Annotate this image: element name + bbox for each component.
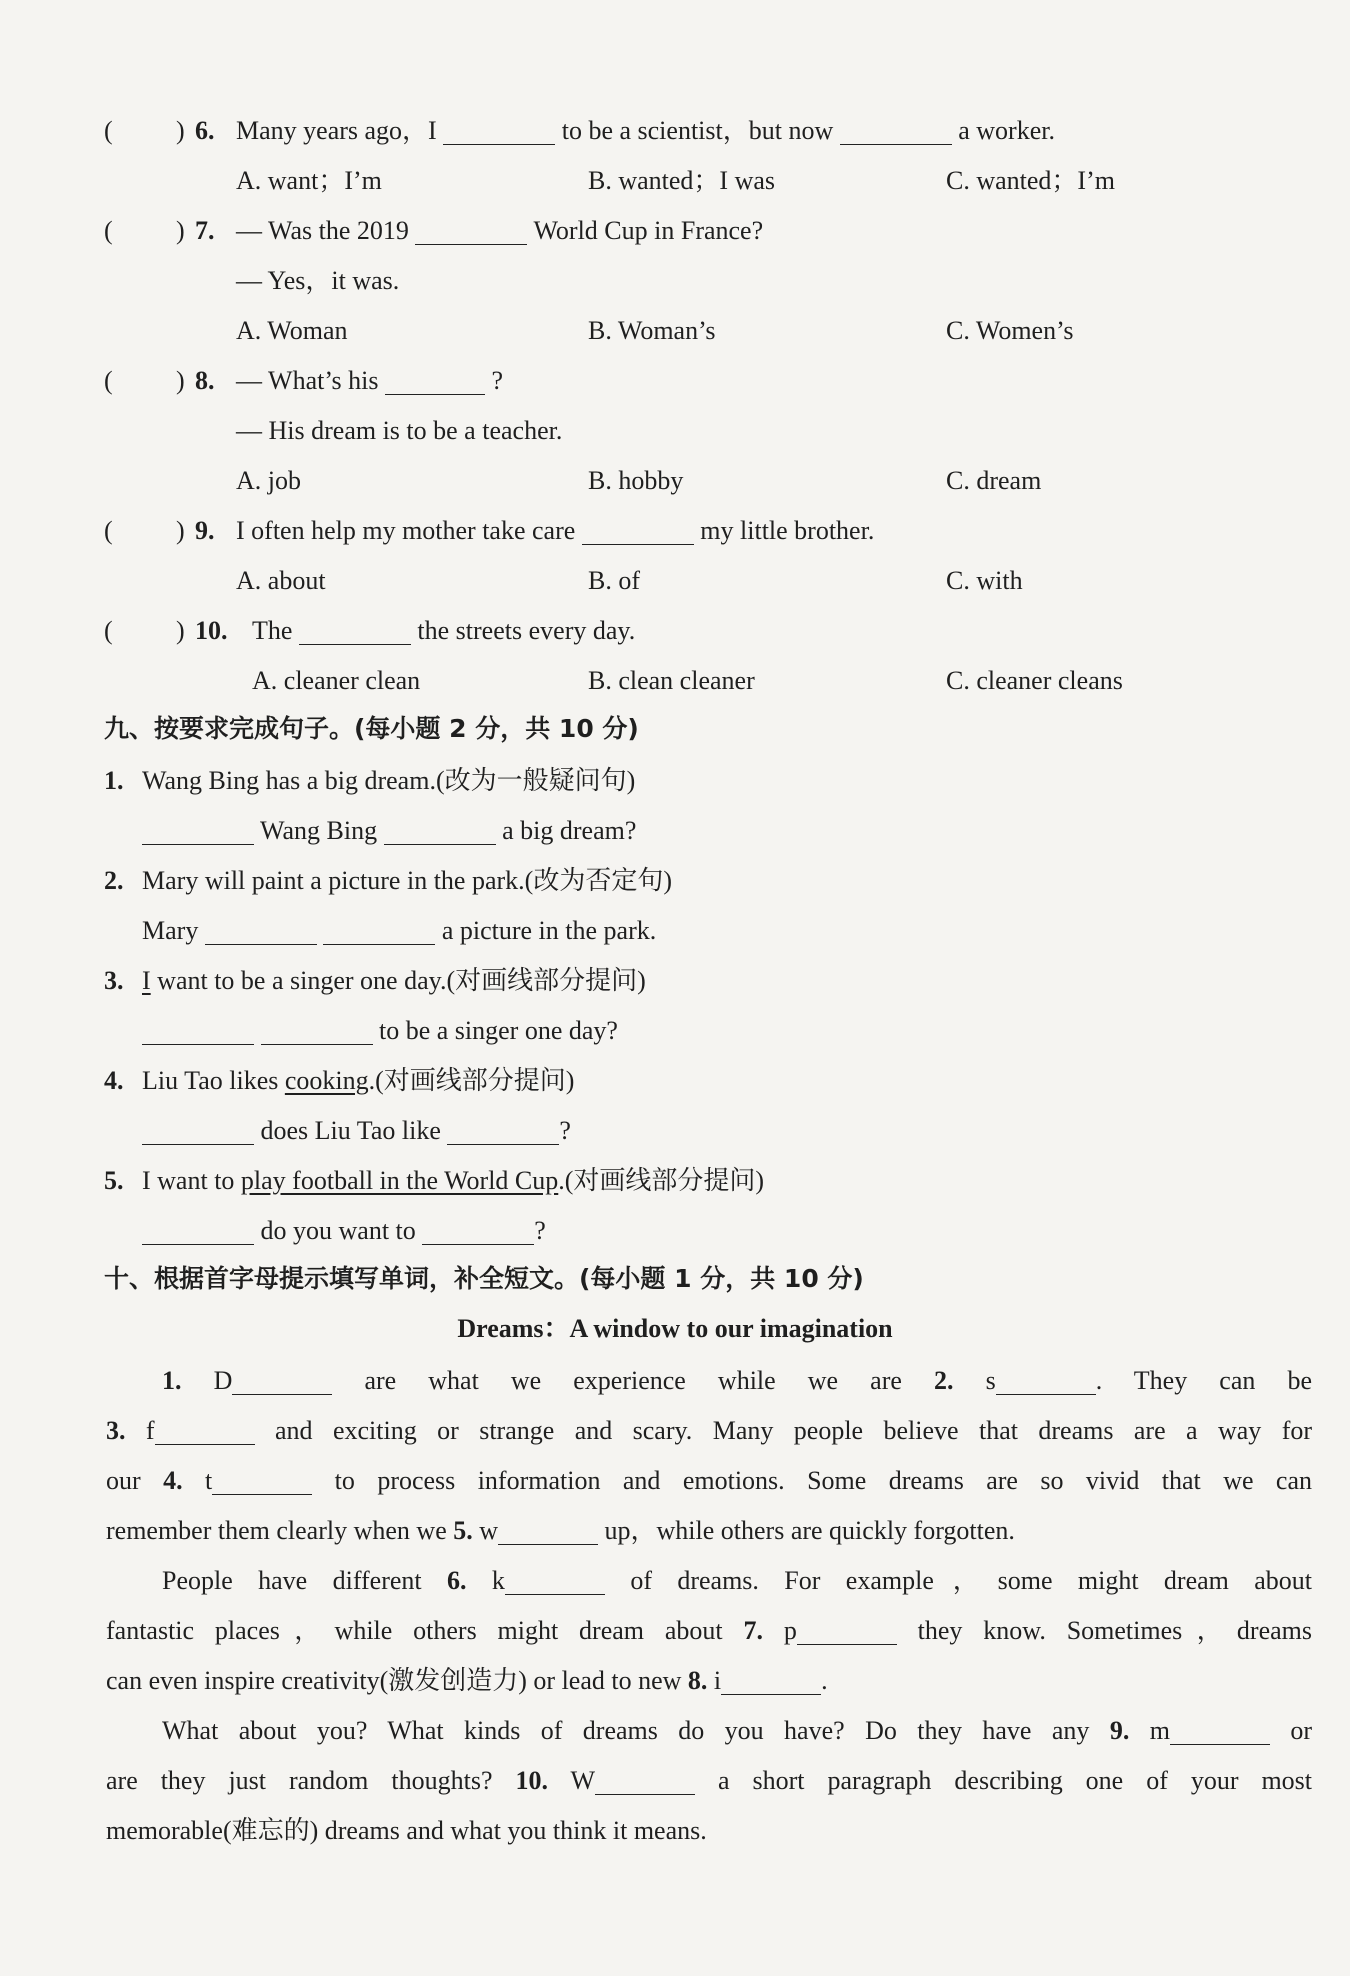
- passage-line: fantastic places，while others might dream about 7. p they know. Sometimes，dreams: [106, 1616, 1313, 1645]
- option-b[interactable]: B. hobby: [588, 466, 684, 495]
- passage-line: People have different 6. k of dreams. For example，some might dream about: [162, 1566, 1313, 1595]
- blank[interactable]: [840, 114, 952, 145]
- option-c[interactable]: C. Women’s: [946, 316, 1074, 345]
- question-stem: — What’s his ?: [236, 366, 504, 395]
- blank[interactable]: [142, 1214, 254, 1245]
- option-b[interactable]: B. Woman’s: [588, 316, 716, 345]
- answer-paren[interactable]: (: [104, 366, 113, 395]
- passage-line: remember them clearly when we 5. w up，while others are quickly forgotten.: [106, 1516, 1015, 1545]
- answer-paren[interactable]: (: [104, 216, 113, 245]
- blank[interactable]: [155, 1414, 255, 1445]
- blank[interactable]: [212, 1464, 312, 1495]
- underlined-part: I: [142, 966, 151, 995]
- question-stem: The the streets every day.: [252, 616, 636, 645]
- answer-line-7: — Yes，it was.: [236, 266, 400, 295]
- option-b[interactable]: B. wanted；I was: [588, 166, 776, 195]
- section-heading: 九、按要求完成句子。(每小题 2 分，共 10 分): [104, 714, 639, 743]
- question-7: ( ) 7. — Was the 2019 World Cup in France?: [0, 208, 1350, 254]
- transform-item-3: 3. I want to be a singer one day.(对画线部分提问): [104, 966, 646, 995]
- answer-line-4: does Liu Tao like ?: [0, 1108, 1350, 1154]
- underlined-part: play football in the World Cup: [240, 1166, 559, 1195]
- blank[interactable]: [1170, 1714, 1270, 1745]
- underlined-part: cooking: [284, 1066, 369, 1095]
- options-10: [0, 658, 1350, 704]
- answer-line-1: Wang Bing a big dream?: [0, 808, 1350, 854]
- blank[interactable]: [498, 1514, 598, 1545]
- options-9: [0, 558, 1350, 604]
- option-a[interactable]: A. job: [236, 466, 301, 495]
- option-a[interactable]: A. cleaner clean: [252, 666, 421, 695]
- question-9: ( ) 9. I often help my mother take care my little brother.: [0, 508, 1350, 554]
- answer-line-3: to be a singer one day?: [0, 1008, 1350, 1054]
- question-number: 9.: [195, 516, 215, 545]
- blank[interactable]: [422, 1214, 534, 1245]
- passage-line: are they just random thoughts? 10. W a short paragraph describing one of your most: [106, 1766, 1313, 1795]
- passage-title: Dreams：A window to our imagination: [457, 1314, 893, 1343]
- passage-line: What about you? What kinds of dreams do you have? Do they have any 9. m or: [162, 1716, 1313, 1745]
- question-stem: — Was the 2019 World Cup in France?: [236, 216, 764, 245]
- answer-paren[interactable]: (: [104, 516, 113, 545]
- question-stem: Many years ago，I to be a scientist，but now a worker.: [236, 116, 1055, 145]
- blank[interactable]: [323, 914, 435, 945]
- blank[interactable]: [385, 364, 485, 395]
- option-b[interactable]: B. clean cleaner: [588, 666, 755, 695]
- blank[interactable]: [996, 1364, 1096, 1395]
- option-c[interactable]: C. with: [946, 566, 1023, 595]
- blank[interactable]: [142, 814, 254, 845]
- option-a[interactable]: A. want；I’m: [236, 166, 382, 195]
- question-8: ( ) 8. — What’s his ?: [0, 358, 1350, 404]
- answer-line-2: Mary a picture in the park.: [142, 916, 657, 945]
- passage-line: 1. D are what we experience while we are 2. s . They can be: [162, 1366, 1312, 1395]
- answer-line-8: — His dream is to be a teacher.: [236, 416, 563, 445]
- answer-line-5: do you want to ?: [0, 1208, 1350, 1254]
- blank[interactable]: [582, 514, 694, 545]
- blank[interactable]: [505, 1564, 605, 1595]
- question-number: 8.: [195, 366, 215, 395]
- blank[interactable]: [447, 1114, 559, 1145]
- answer-paren[interactable]: (: [104, 116, 113, 145]
- options-8: [0, 458, 1350, 504]
- blank[interactable]: [595, 1764, 695, 1795]
- question-10: ( ) 10. The the streets every day.: [0, 608, 1350, 654]
- section-heading: 十、根据首字母提示填写单词，补全短文。(每小题 1 分，共 10 分): [104, 1264, 864, 1293]
- options-6: [0, 158, 1350, 204]
- answer-paren[interactable]: (: [104, 616, 113, 645]
- blank[interactable]: [232, 1364, 332, 1395]
- passage-line: 3. f and exciting or strange and scary. Many people believe that dreams are a way for: [106, 1416, 1313, 1445]
- blank[interactable]: [443, 114, 555, 145]
- passage-line: can even inspire creativity(激发创造力) or lead to new 8. i .: [106, 1666, 828, 1695]
- blank[interactable]: [142, 1014, 254, 1045]
- passage-line: memorable(难忘的) dreams and what you think it means.: [106, 1816, 707, 1845]
- blank[interactable]: [384, 814, 496, 845]
- option-a[interactable]: A. Woman: [236, 316, 348, 345]
- blank[interactable]: [261, 1014, 373, 1045]
- question-6: ( ) 6. Many years ago，I to be a scientist，but now a worker.: [0, 108, 1350, 154]
- blank[interactable]: [721, 1664, 821, 1695]
- options-7: [0, 308, 1350, 354]
- blank[interactable]: [142, 1114, 254, 1145]
- option-c[interactable]: C. wanted；I’m: [946, 166, 1115, 195]
- passage-line: our 4. t to process information and emotions. Some dreams are so vivid that we can: [106, 1466, 1313, 1495]
- blank[interactable]: [415, 214, 527, 245]
- question-stem: I often help my mother take care my little brother.: [236, 516, 875, 545]
- option-c[interactable]: C. cleaner cleans: [946, 666, 1123, 695]
- option-c[interactable]: C. dream: [946, 466, 1042, 495]
- question-number: 6.: [195, 116, 215, 145]
- question-number: 7.: [195, 216, 215, 245]
- transform-item-5: 5. I want to play football in the World Cup.(对画线部分提问): [104, 1166, 765, 1195]
- transform-item-1: 1. Wang Bing has a big dream.(改为一般疑问句): [104, 766, 636, 795]
- blank[interactable]: [797, 1614, 897, 1645]
- option-a[interactable]: A. about: [236, 566, 326, 595]
- blank[interactable]: [205, 914, 317, 945]
- transform-item-4: 4. Liu Tao likes cooking.(对画线部分提问): [104, 1066, 575, 1095]
- transform-item-2: 2. Mary will paint a picture in the park.(改为否定句): [104, 866, 672, 895]
- blank[interactable]: [299, 614, 411, 645]
- question-number: 10.: [195, 616, 228, 645]
- option-b[interactable]: B. of: [588, 566, 640, 595]
